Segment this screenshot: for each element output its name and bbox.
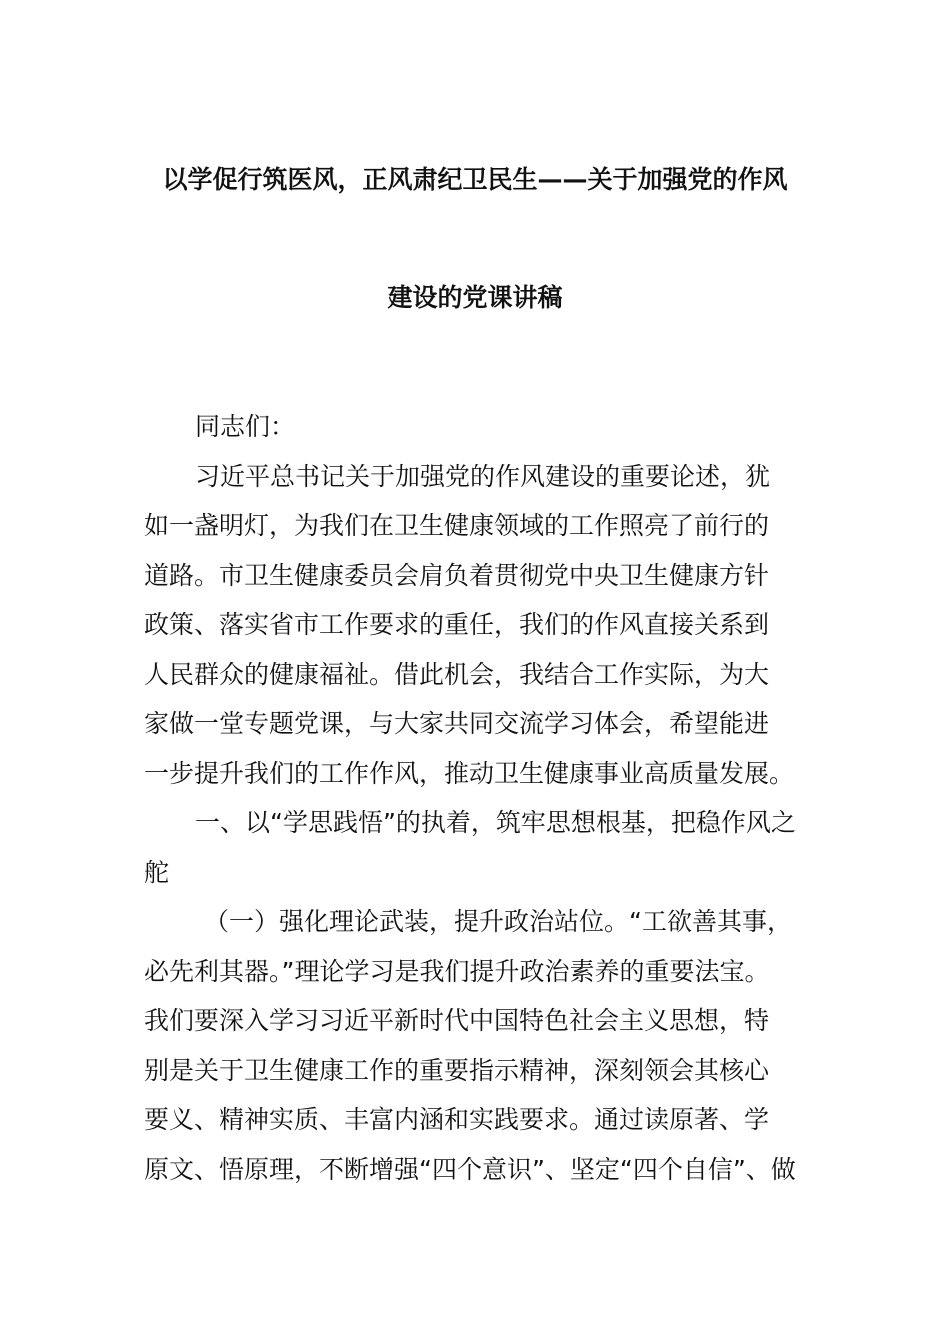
paragraph-line: 我们要深入学习习近平新时代中国特色社会主义思想，特	[144, 1006, 770, 1035]
paragraph-line: 别是关于卫生健康工作的重要指示精神，深刻领会其核心	[144, 1055, 770, 1085]
paragraph-line: 政策、落实省市工作要求的重任，我们的作风直接关系到	[144, 610, 770, 639]
paragraph-line: 习近平总书记关于加强党的作风建设的重要论述，犹	[195, 461, 771, 491]
paragraph-line: 家做一堂专题党课，与大家共同交流学习体会，希望能进	[144, 709, 770, 738]
document-title-line-2: 建设的党课讲稿	[387, 283, 563, 312]
paragraph-line: 一步提升我们的工作作风，推动卫生健康事业高质量发展。	[144, 758, 795, 788]
paragraph-line: 原文、悟原理，不断增强“四个意识”、坚定“四个自信”、做	[144, 1154, 796, 1184]
document-title-line-1: 以学促行筑医风，正风肃纪卫民生——关于加强党的作风	[162, 165, 788, 194]
salutation: 同志们：	[195, 412, 296, 441]
paragraph-line: 道路。市卫生健康委员会肩负着贯彻党中央卫生健康方针	[144, 560, 770, 590]
paragraph-line: 人民群众的健康福祉。借此机会，我结合工作实际，为大	[144, 659, 770, 689]
paragraph-line: 要义、精神实质、丰富内涵和实践要求。通过读原著、学	[144, 1105, 770, 1134]
paragraph-line: 如一盏明灯，为我们在卫生健康领域的工作照亮了前行的	[144, 511, 770, 540]
document-body	[144, 402, 806, 1194]
paragraph-line: 必先利其器。”理论学习是我们提升政治素养的重要法宝。	[144, 956, 770, 986]
section-heading-line: 舵	[144, 857, 170, 887]
subsection-heading-line: （一）强化理论武装，提升政治站位。“工欲善其事，	[204, 907, 792, 936]
section-heading-line: 一、以“学思践悟”的执着，筑牢思想根基，把稳作风之	[195, 808, 796, 837]
